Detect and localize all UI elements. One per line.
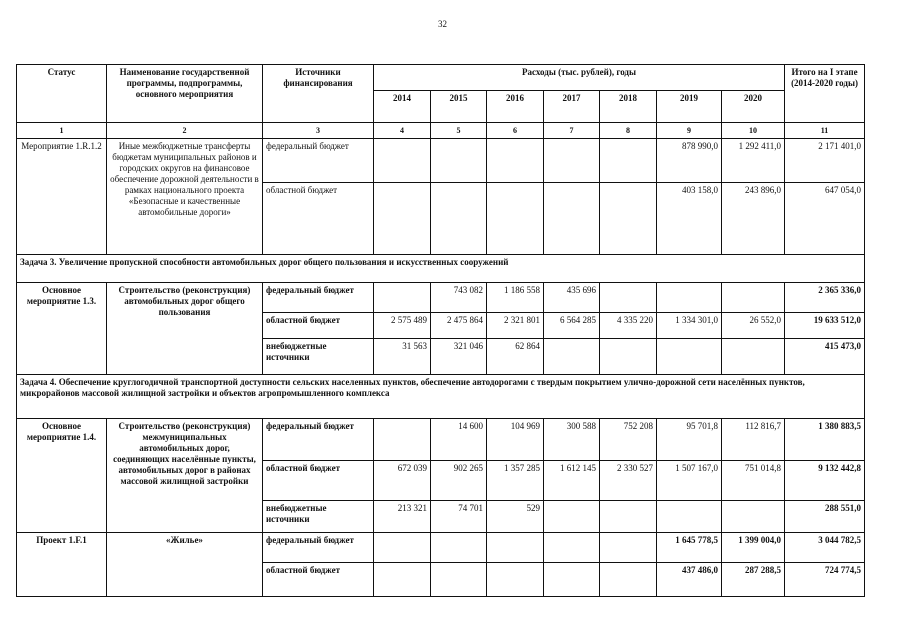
om13-obl-source: областной бюджет xyxy=(263,313,374,339)
m1r12-status: Мероприятие 1.R.1.2 xyxy=(17,139,107,255)
p1f1-name: «Жилье» xyxy=(107,533,263,597)
header-expenses: Расходы (тыс. рублей), годы xyxy=(374,65,785,91)
om14-vne-value: 529 xyxy=(487,501,544,533)
om13-vne-value xyxy=(600,339,657,375)
m1r12-obl-value xyxy=(487,183,544,255)
p1f1-fed-value xyxy=(431,533,487,563)
p1f1-fed-source: федеральный бюджет xyxy=(263,533,374,563)
m1r12-fed-value xyxy=(544,139,600,183)
p1f1-obl-value: 724 774,5 xyxy=(785,563,865,597)
om14-fed-row xyxy=(17,419,865,461)
header-sources: Источники финансирования xyxy=(263,65,374,123)
om13-vne-value: 415 473,0 xyxy=(785,339,865,375)
om14-vne-value: 288 551,0 xyxy=(785,501,865,533)
m1r12-obl-value: 403 158,0 xyxy=(657,183,722,255)
om13-vne-value xyxy=(657,339,722,375)
m1r12-obl-value xyxy=(374,183,431,255)
om13-vne-value xyxy=(722,339,785,375)
p1f1-fed-value: 1 645 778,5 xyxy=(657,533,722,563)
header-row xyxy=(17,65,865,91)
p1f1-obl-value: 287 288,5 xyxy=(722,563,785,597)
p1f1-obl-value xyxy=(374,563,431,597)
column-number: 6 xyxy=(487,123,544,139)
om14-fed-value: 300 588 xyxy=(544,419,600,461)
om14-vne-value xyxy=(544,501,600,533)
column-number: 10 xyxy=(722,123,785,139)
header-total: Итого на I этапе (2014-2020 годы) xyxy=(785,65,865,123)
om13-vne-value: 62 864 xyxy=(487,339,544,375)
om13-vne-value xyxy=(544,339,600,375)
om14-vne-value xyxy=(657,501,722,533)
om14-fed-value: 14 600 xyxy=(431,419,487,461)
p1f1-obl-value xyxy=(431,563,487,597)
om13-obl-value: 2 475 864 xyxy=(431,313,487,339)
header-year-2020: 2020 xyxy=(722,91,785,123)
om13-obl-value: 1 334 301,0 xyxy=(657,313,722,339)
m1r12-fed-source: федеральный бюджет xyxy=(263,139,374,183)
m1r12-obl-value xyxy=(431,183,487,255)
task4-row xyxy=(17,375,865,419)
om14-obl-value: 902 265 xyxy=(431,461,487,501)
header-year-2014: 2014 xyxy=(374,91,431,123)
page-number: 32 xyxy=(438,19,447,29)
om13-fed-value: 743 082 xyxy=(431,283,487,313)
column-number: 7 xyxy=(544,123,600,139)
om13-vne-source: внебюджетные источники xyxy=(263,339,374,375)
m1r12-obl-value: 647 054,0 xyxy=(785,183,865,255)
column-number: 1 xyxy=(17,123,107,139)
column-number-row xyxy=(17,123,865,139)
om14-obl-value: 1 507 167,0 xyxy=(657,461,722,501)
om14-fed-value: 752 208 xyxy=(600,419,657,461)
om13-vne-value: 31 563 xyxy=(374,339,431,375)
om13-fed-value: 2 365 336,0 xyxy=(785,283,865,313)
om14-obl-value: 9 132 442,8 xyxy=(785,461,865,501)
p1f1-fed-value xyxy=(544,533,600,563)
om14-obl-value: 672 039 xyxy=(374,461,431,501)
om14-obl-value: 1 357 285 xyxy=(487,461,544,501)
om14-status: Основное мероприятие 1.4. xyxy=(17,419,107,533)
column-number: 4 xyxy=(374,123,431,139)
m1r12-name: Иные межбюджетные трансферты бюджетам муниципальных районов и городских округов на финансовое обеспечение дорожной деятельности в рамках национального проекта «Безопасные и качественные автомобильные дороги» xyxy=(107,139,263,255)
om14-obl-source: областной бюджет xyxy=(263,461,374,501)
p1f1-fed-value xyxy=(487,533,544,563)
om14-obl-value: 751 014,8 xyxy=(722,461,785,501)
column-number: 11 xyxy=(785,123,865,139)
om13-obl-value: 26 552,0 xyxy=(722,313,785,339)
om14-fed-value: 104 969 xyxy=(487,419,544,461)
m1r12-fed-value: 1 292 411,0 xyxy=(722,139,785,183)
m1r12-obl-value xyxy=(600,183,657,255)
header-name: Наименование государственной программы, подпрограммы, основного мероприятия xyxy=(107,65,263,123)
header-year-2015: 2015 xyxy=(431,91,487,123)
om14-fed-value: 112 816,7 xyxy=(722,419,785,461)
m1r12-fed-row xyxy=(17,139,865,183)
om13-vne-value: 321 046 xyxy=(431,339,487,375)
om14-fed-value: 95 701,8 xyxy=(657,419,722,461)
om13-obl-value: 2 575 489 xyxy=(374,313,431,339)
header-year-2019: 2019 xyxy=(657,91,722,123)
om13-fed-value xyxy=(600,283,657,313)
om14-vne-value: 74 701 xyxy=(431,501,487,533)
om14-vne-value xyxy=(722,501,785,533)
m1r12-obl-value xyxy=(544,183,600,255)
header-year-2017: 2017 xyxy=(544,91,600,123)
header-year-2016: 2016 xyxy=(487,91,544,123)
p1f1-fed-value xyxy=(600,533,657,563)
om14-obl-value: 1 612 145 xyxy=(544,461,600,501)
column-number: 8 xyxy=(600,123,657,139)
m1r12-fed-value xyxy=(431,139,487,183)
m1r12-fed-value: 2 171 401,0 xyxy=(785,139,865,183)
m1r12-fed-value: 878 990,0 xyxy=(657,139,722,183)
om13-status: Основное мероприятие 1.3. xyxy=(17,283,107,375)
m1r12-obl-source: областной бюджет xyxy=(263,183,374,255)
m1r12-fed-value xyxy=(487,139,544,183)
header-status: Статус xyxy=(17,65,107,123)
om13-fed-value: 1 186 558 xyxy=(487,283,544,313)
p1f1-fed-value: 1 399 004,0 xyxy=(722,533,785,563)
column-number: 9 xyxy=(657,123,722,139)
om14-fed-value xyxy=(374,419,431,461)
m1r12-obl-value: 243 896,0 xyxy=(722,183,785,255)
m1r12-fed-value xyxy=(600,139,657,183)
p1f1-obl-value xyxy=(600,563,657,597)
om14-vne-source: внебюджетные источники xyxy=(263,501,374,533)
p1f1-obl-source: областной бюджет xyxy=(263,563,374,597)
om13-obl-value: 4 335 220 xyxy=(600,313,657,339)
om13-fed-row xyxy=(17,283,865,313)
om13-fed-source: федеральный бюджет xyxy=(263,283,374,313)
p1f1-obl-value xyxy=(544,563,600,597)
om13-obl-value: 19 633 512,0 xyxy=(785,313,865,339)
task4-heading: Задача 4. Обеспечение круглогодичной транспортной доступности сельских населенных пунктов, обеспечение автодорогами с твердым покрытием улично-дорожной сети населённых пунктов, микрорайонов массовой жилищной застройки и объектов агропромышленного комплекса xyxy=(17,375,865,419)
om14-fed-source: федеральный бюджет xyxy=(263,419,374,461)
om14-name: Строительство (реконструкция) межмуниципальных автомобильных дорог, соединяющих населённые пункты, автомобильных дорог в районах массовой жилищной застройки xyxy=(107,419,263,533)
financing-table xyxy=(16,64,865,597)
column-number: 2 xyxy=(107,123,263,139)
p1f1-obl-value: 437 486,0 xyxy=(657,563,722,597)
m1r12-fed-value xyxy=(374,139,431,183)
om13-fed-value xyxy=(722,283,785,313)
p1f1-fed-value: 3 044 782,5 xyxy=(785,533,865,563)
p1f1-fed-value xyxy=(374,533,431,563)
om13-obl-value: 6 564 285 xyxy=(544,313,600,339)
task3-row xyxy=(17,255,865,283)
p1f1-obl-value xyxy=(487,563,544,597)
om14-vne-value xyxy=(600,501,657,533)
om14-obl-value: 2 330 527 xyxy=(600,461,657,501)
task3-heading: Задача 3. Увеличение пропускной способности автомобильных дорог общего пользования и искусственных сооружений xyxy=(17,255,865,283)
om13-name: Строительство (реконструкция) автомобильных дорог общего пользования xyxy=(107,283,263,375)
om13-obl-value: 2 321 801 xyxy=(487,313,544,339)
column-number: 5 xyxy=(431,123,487,139)
p1f1-status: Проект 1.F.1 xyxy=(17,533,107,597)
header-year-2018: 2018 xyxy=(600,91,657,123)
column-number: 3 xyxy=(263,123,374,139)
om14-fed-value: 1 380 883,5 xyxy=(785,419,865,461)
om14-vne-value: 213 321 xyxy=(374,501,431,533)
om13-fed-value: 435 696 xyxy=(544,283,600,313)
om13-fed-value xyxy=(374,283,431,313)
om13-fed-value xyxy=(657,283,722,313)
p1f1-fed-row xyxy=(17,533,865,563)
